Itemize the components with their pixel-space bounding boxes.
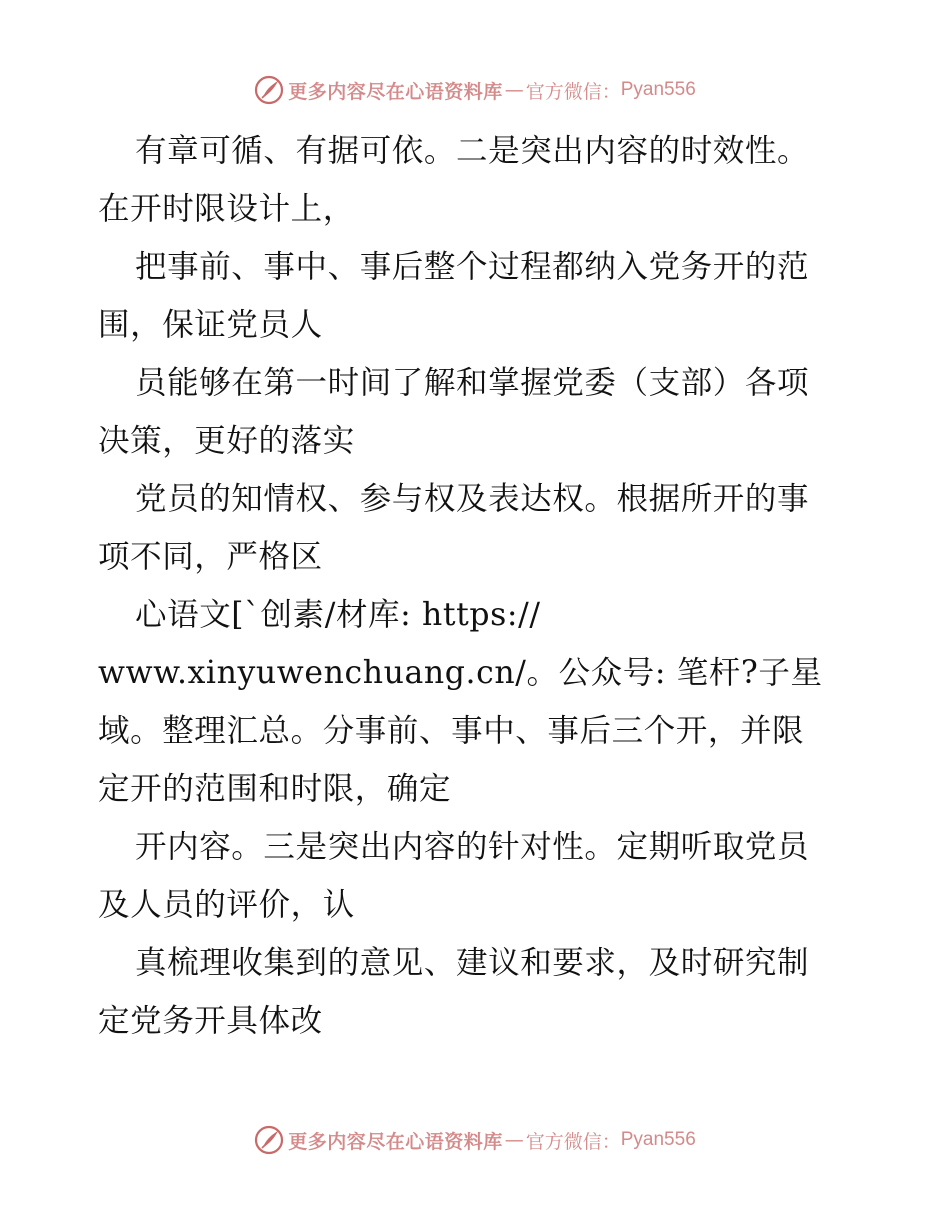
- body-text-line: 决策，更好的落实: [98, 423, 355, 459]
- body-text-line: 定党务开具体改: [98, 1003, 323, 1039]
- body-text-line: 真梳理收集到的意见、建议和要求，及时研究制: [135, 945, 810, 981]
- body-text-line: 心语文[`创素/材库: https://: [135, 597, 541, 633]
- body-text-line: 项不同，严格区: [98, 539, 323, 575]
- quill-pen-logo-icon: [254, 75, 284, 105]
- body-text-line: www.xinyuwenchuang.cn/。公众号: 笔杆?子星: [98, 655, 823, 691]
- body-text-line: 有章可循、有据可依。二是突出内容的时效性。: [135, 133, 810, 169]
- quill-pen-logo-icon: [254, 1125, 284, 1155]
- header-wechat-id: Pyan556: [620, 79, 696, 100]
- footer-site-text: 更多内容尽在心语资料库: [288, 1130, 503, 1153]
- header-banner: [0, 70, 950, 110]
- footer-wechat-id: Pyan556: [620, 1129, 696, 1150]
- body-text-line: 定开的范围和时限，确定: [98, 771, 452, 807]
- footer-banner: [0, 1120, 950, 1160]
- body-text-line: 把事前、事中、事后整个过程都纳入党务开的范: [135, 249, 810, 285]
- body-text-line: 在开时限设计上，: [98, 191, 355, 227]
- body-text-line: 党员的知情权、参与权及表达权。根据所开的事: [135, 481, 810, 517]
- footer-separator: —: [504, 1129, 524, 1151]
- header-site-text: 更多内容尽在心语资料库: [288, 80, 503, 103]
- document-body: [98, 122, 858, 1050]
- body-text-line: 围，保证党员人: [98, 307, 323, 343]
- body-text-line: 开内容。三是突出内容的针对性。定期听取党员: [135, 829, 810, 865]
- header-separator: —: [504, 79, 524, 101]
- body-text-line: 员能够在第一时间了解和掌握党委（支部）各项: [135, 365, 810, 401]
- header-wechat-label: 官方微信：: [525, 80, 621, 103]
- footer-wechat-label: 官方微信：: [525, 1130, 621, 1153]
- body-text-line: 及人员的评价，认: [98, 887, 355, 923]
- body-text-line: 域。整理汇总。分事前、事中、事后三个开，并限: [98, 713, 805, 749]
